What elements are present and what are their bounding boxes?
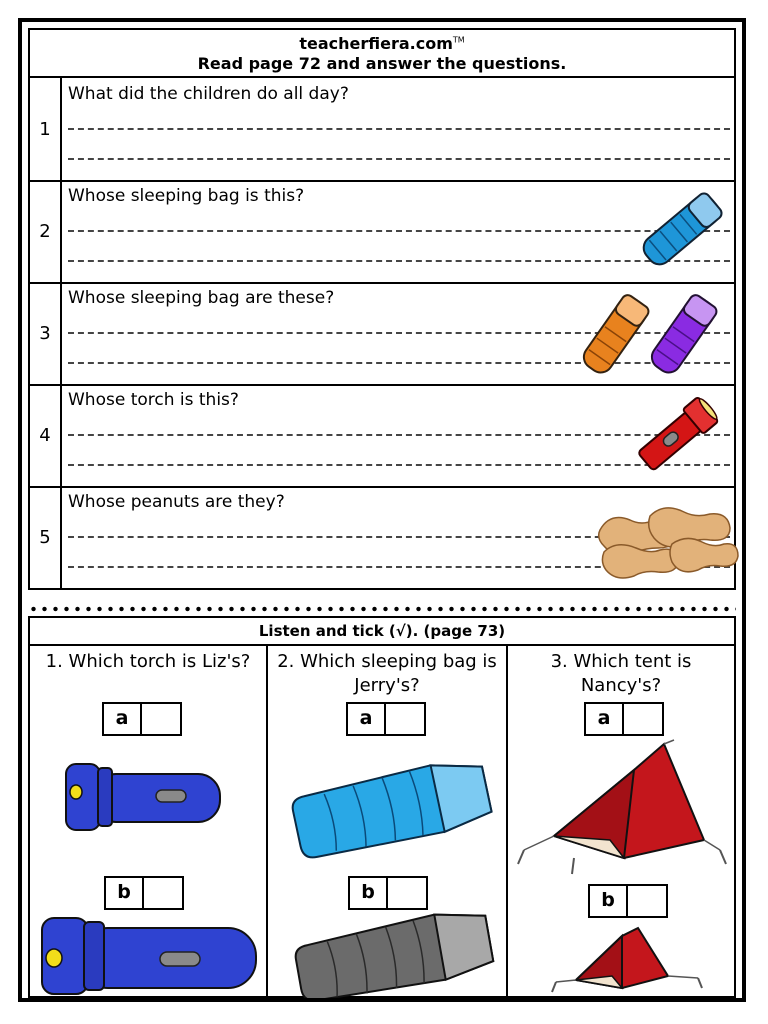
blue-sleeping-bag-icon [630, 188, 730, 272]
question-text: Whose peanuts are they? [68, 492, 285, 512]
column-sleeping-bag [266, 646, 506, 996]
question-number: 1 [30, 78, 62, 180]
question-row-5 [28, 486, 736, 590]
option-label: b [590, 886, 628, 916]
tick-box-b[interactable] [588, 884, 668, 918]
brand-title [30, 34, 734, 53]
option-label: b [350, 878, 388, 908]
question-row-2 [28, 180, 736, 284]
worksheet [18, 18, 746, 1002]
instruction: Read page 72 and answer the questions. [197, 54, 567, 73]
question-text: Whose sleeping bag are these? [68, 288, 335, 308]
tick-box-b[interactable] [348, 876, 428, 910]
listen-and-tick-title: Listen and tick (√). (page 73) [28, 616, 736, 646]
trademark: TM [452, 35, 465, 45]
tick-box-a[interactable] [346, 702, 426, 736]
tick-box-a[interactable] [584, 702, 664, 736]
small-red-tent-icon [552, 926, 702, 996]
option-label: a [104, 704, 142, 734]
large-blue-torch-icon [40, 916, 260, 996]
question-text: What did the children do all day? [68, 84, 349, 104]
peanuts-icon [590, 500, 740, 582]
question-number: 5 [30, 486, 62, 588]
option-label: b [106, 878, 144, 908]
question-row-4 [28, 384, 736, 488]
option-label: a [348, 704, 386, 734]
column-question: 1. Which torch is Liz's? [45, 651, 251, 672]
tick-box-b[interactable] [104, 876, 184, 910]
grey-sleeping-bag-icon [290, 908, 500, 994]
listen-and-tick-panel [28, 646, 736, 998]
brand-name: teacherfiera.com [299, 34, 453, 53]
question-row-3 [28, 282, 736, 386]
large-red-tent-icon [514, 740, 730, 880]
purple-sleeping-bag-icon [638, 290, 728, 380]
column-tent [506, 646, 734, 996]
tick-box-a[interactable] [102, 702, 182, 736]
red-torch-icon [626, 396, 726, 476]
question-text: Whose sleeping bag is this? [68, 186, 305, 206]
column-question: 3. Which tent is Nancy's? [550, 651, 692, 696]
light-blue-sleeping-bag-icon [288, 750, 498, 860]
column-question: 2. Which sleeping bag is Jerry's? [277, 651, 497, 696]
answer-line[interactable] [68, 128, 730, 130]
option-label: a [586, 704, 624, 734]
dotted-separator [28, 606, 736, 612]
column-torch [30, 646, 266, 996]
question-number: 4 [30, 384, 62, 486]
small-blue-torch-icon [64, 762, 224, 832]
worksheet-header [28, 28, 736, 78]
question-text: Whose torch is this? [68, 390, 239, 410]
answer-line[interactable] [68, 158, 730, 160]
question-row-1 [28, 78, 736, 182]
question-number: 2 [30, 180, 62, 282]
question-number: 3 [30, 282, 62, 384]
